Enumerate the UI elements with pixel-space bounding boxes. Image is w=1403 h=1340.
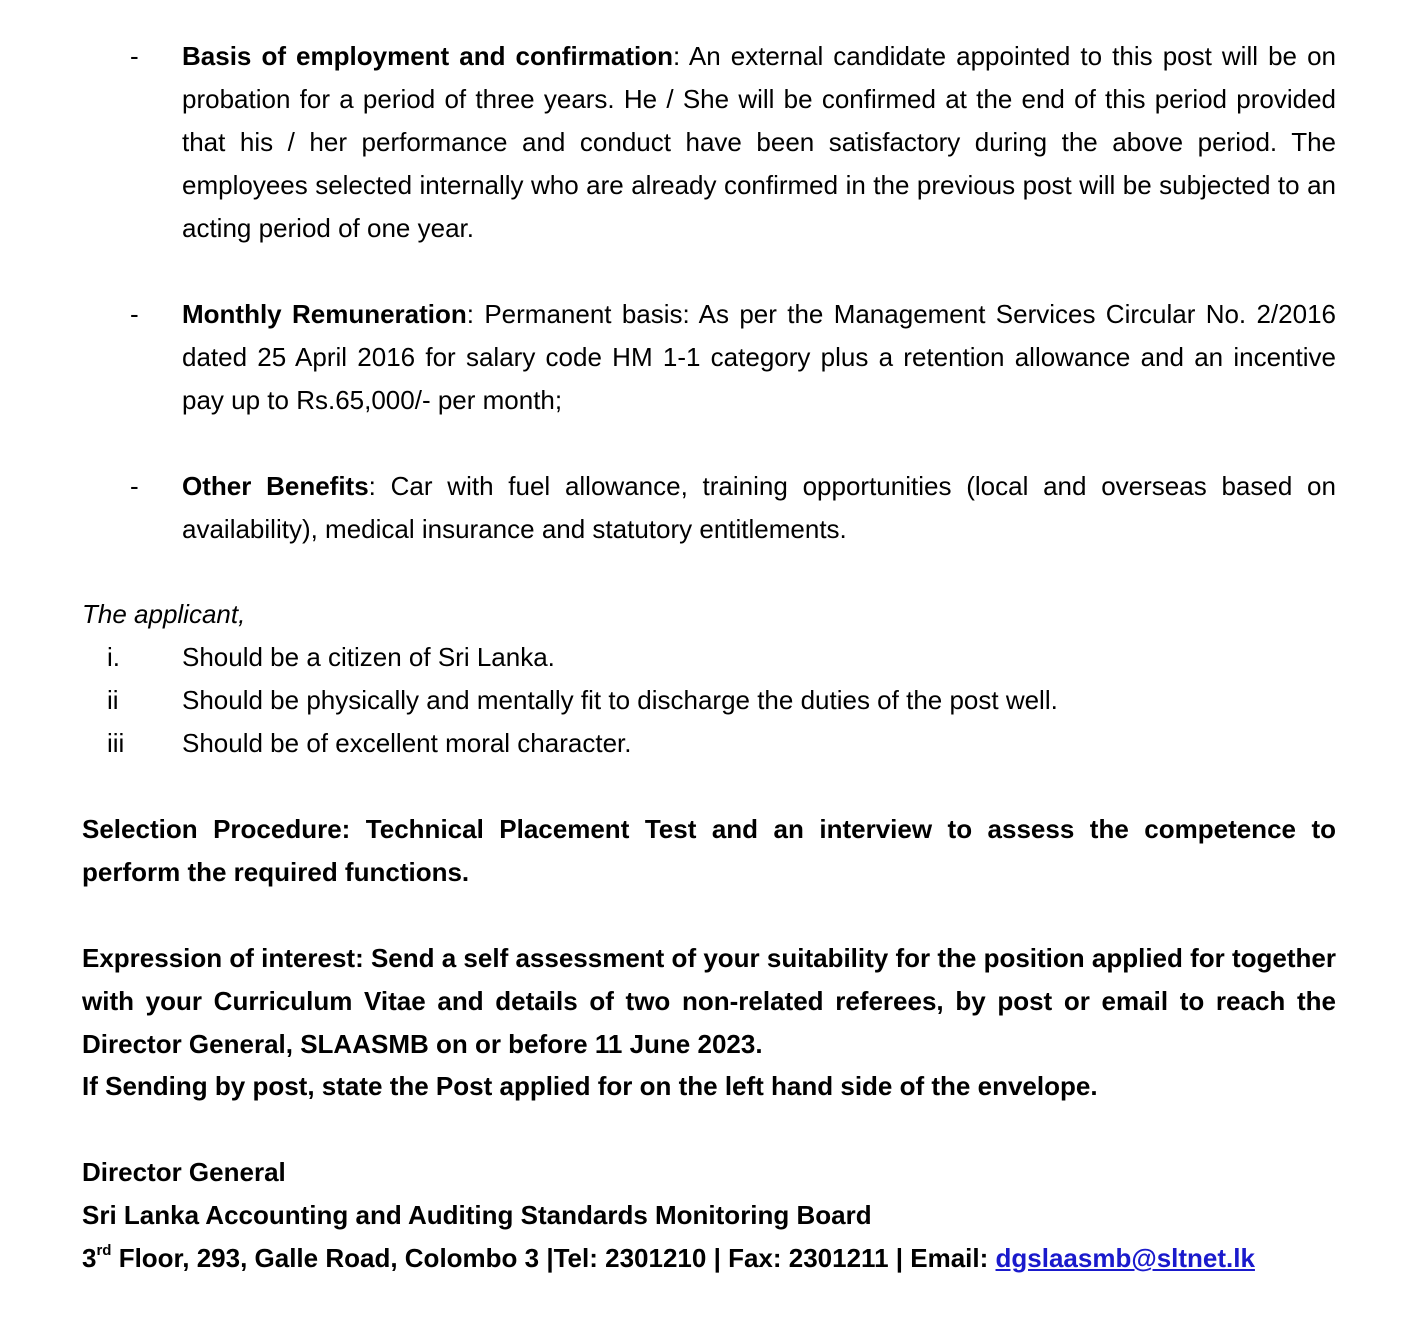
email-link[interactable]: dgslaasmb@sltnet.lk: [995, 1243, 1255, 1273]
floor-number: 3: [82, 1243, 97, 1273]
bullet-label: Other Benefits: [182, 471, 369, 501]
requirement-text: Should be of excellent moral character.: [182, 728, 632, 758]
bullet-dash: -: [130, 471, 139, 501]
selection-procedure: Selection Procedure: Technical Placement Test and an interview to assess the competence to perform the required functions.: [82, 814, 1336, 887]
post-note: If Sending by post, state the Post applied for on the left hand side of the envelope.: [82, 1071, 1098, 1101]
bullet-body: : An external candidate appointed to this post will be on probation for a period of three years. He / She will be confirmed at the end of this period provided that his / her performance and conduct have been satisfactory during the above period. The employees selected internally who are already confirmed in the previous post will be subjected to an acting period of one year.: [182, 41, 1336, 243]
expression-of-interest: Expression of interest: Send a self assessment of your suitability for the position applied for together with your Curriculum Vitae and details of two non-related referees, by post or email to reach the Director General, SLAASMB on or before 11 June 2023.: [82, 943, 1337, 1059]
address-details: Floor, 293, Galle Road, Colombo 3 |Tel: 2301210 | Fax: 2301211 | Email:: [111, 1243, 996, 1273]
bullet-text: [182, 465, 1336, 551]
bullet-body: : Car with fuel allowance, training opportunities (local and overseas based on availability), medical insurance and statutory entitlements.: [182, 471, 1336, 544]
requirement-number: ii: [107, 685, 119, 715]
bullet-text: [182, 293, 1336, 422]
floor-suffix: rd: [96, 1242, 112, 1259]
bullet-label: Monthly Remuneration: [182, 299, 467, 329]
contact-organization: Sri Lanka Accounting and Auditing Standards Monitoring Board: [82, 1200, 872, 1230]
bullet-body: : Permanent basis: As per the Management Services Circular No. 2/2016 dated 25 April 2016 for salary code HM 1-1 category plus a retention allowance and an incentive pay up to Rs.65,000/- per month;: [182, 299, 1336, 415]
requirement-number: i.: [107, 642, 120, 672]
requirement-number: iii: [107, 728, 125, 758]
bullet-dash: -: [130, 41, 139, 71]
contact-address: [82, 1237, 1255, 1280]
applicant-heading: The applicant,: [82, 599, 246, 629]
requirement-text: Should be physically and mentally fit to discharge the duties of the post well.: [182, 685, 1058, 715]
requirement-text: Should be a citizen of Sri Lanka.: [182, 642, 555, 672]
bullet-label: Basis of employment and confirmation: [182, 41, 674, 71]
contact-title: Director General: [82, 1157, 286, 1187]
bullet-text: [182, 35, 1336, 250]
bullet-dash: -: [130, 299, 139, 329]
